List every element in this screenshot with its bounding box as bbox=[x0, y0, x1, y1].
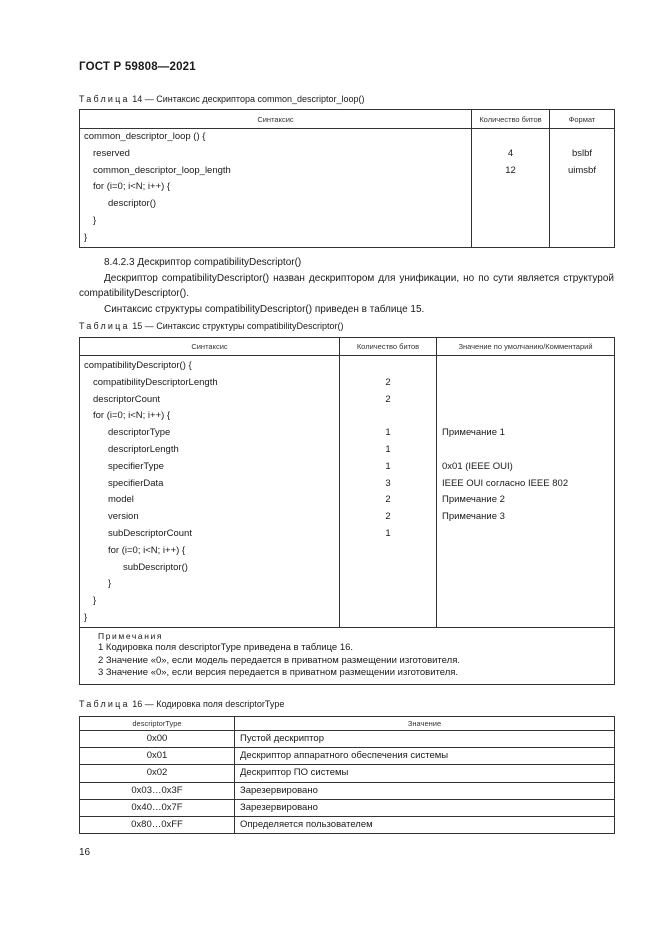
section-heading: 8.4.2.3 Дескриптор compatibilityDescriptor() bbox=[104, 257, 302, 268]
syntax-cell: compatibilityDescriptor() { bbox=[80, 356, 340, 375]
syntax-cell: compatibilityDescriptorLength bbox=[80, 375, 340, 392]
syntax-cell: descriptorCount bbox=[80, 392, 340, 409]
format-cell: bslbf bbox=[550, 146, 615, 163]
table-row bbox=[80, 230, 615, 247]
comment-cell: Примечание 1 bbox=[437, 425, 615, 442]
caption-prefix: Таблица bbox=[79, 321, 130, 331]
value-cell: Зарезервировано bbox=[235, 799, 615, 816]
document-id: ГОСТ Р 59808—2021 bbox=[79, 61, 196, 73]
table-row bbox=[80, 560, 615, 577]
bits-cell: 2 bbox=[340, 392, 437, 409]
table-14-caption bbox=[79, 94, 365, 104]
caption-prefix: Таблица bbox=[79, 699, 130, 709]
bits-cell bbox=[340, 356, 437, 375]
note-1: 1 Кодировка поля descriptorType приведена в таблице 16. bbox=[98, 642, 354, 654]
syntax-cell: common_descriptor_loop () { bbox=[80, 129, 472, 146]
bits-cell: 1 bbox=[340, 425, 437, 442]
bits-cell: 12 bbox=[472, 163, 550, 180]
bits-cell: 2 bbox=[340, 509, 437, 526]
comment-cell bbox=[437, 610, 615, 627]
bits-cell bbox=[472, 213, 550, 230]
comment-cell bbox=[437, 442, 615, 459]
caption-text: 15 — Синтаксис структуры compatibilityDescriptor() bbox=[132, 321, 344, 331]
syntax-cell: subDescriptorCount bbox=[80, 526, 340, 543]
table-row bbox=[80, 375, 615, 392]
syntax-cell: } bbox=[80, 576, 340, 593]
code-cell: 0x40…0x7F bbox=[80, 799, 235, 816]
table-row bbox=[80, 196, 615, 213]
table-row bbox=[80, 748, 615, 765]
format-cell: uimsbf bbox=[550, 163, 615, 180]
table-16-body bbox=[80, 731, 615, 834]
syntax-cell: version bbox=[80, 509, 340, 526]
table-14-body bbox=[80, 129, 615, 248]
caption-prefix: Таблица bbox=[79, 94, 130, 104]
col-header-bits: Количество битов bbox=[472, 110, 550, 129]
code-cell: 0x01 bbox=[80, 748, 235, 765]
comment-cell bbox=[437, 593, 615, 610]
table-row bbox=[80, 356, 615, 375]
bits-cell: 2 bbox=[340, 492, 437, 509]
comment-cell bbox=[437, 392, 615, 409]
comment-cell: IEEE OUI согласно IEEE 802 bbox=[437, 476, 615, 493]
table-16 bbox=[79, 716, 615, 834]
table-row bbox=[80, 476, 615, 493]
bits-cell bbox=[472, 179, 550, 196]
table-row bbox=[80, 782, 615, 799]
table-row bbox=[80, 213, 615, 230]
table-row bbox=[80, 526, 615, 543]
value-cell: Дескриптор ПО системы bbox=[235, 765, 615, 782]
section-paragraph-1: Дескриптор compatibilityDescriptor() назван дескриптором для унификации, но по сути является структурой compatibilityDescriptor(). bbox=[79, 272, 614, 299]
bits-cell: 1 bbox=[340, 526, 437, 543]
bits-cell bbox=[472, 129, 550, 146]
syntax-cell: specifierType bbox=[80, 459, 340, 476]
col-header-syntax: Синтаксис bbox=[80, 110, 472, 129]
syntax-cell: model bbox=[80, 492, 340, 509]
format-cell bbox=[550, 213, 615, 230]
bits-cell bbox=[340, 560, 437, 577]
format-cell bbox=[550, 179, 615, 196]
value-cell: Определяется пользователем bbox=[235, 817, 615, 834]
col-header-syntax: Синтаксис bbox=[80, 338, 340, 356]
section-8-4-2-3 bbox=[79, 255, 614, 317]
syntax-cell: subDescriptor() bbox=[80, 560, 340, 577]
col-header-value: Значение bbox=[235, 717, 615, 731]
syntax-cell: descriptor() bbox=[80, 196, 472, 213]
table-15-body bbox=[80, 356, 615, 628]
comment-cell bbox=[437, 375, 615, 392]
table-row bbox=[80, 765, 615, 782]
table-row bbox=[80, 576, 615, 593]
syntax-cell: descriptorType bbox=[80, 425, 340, 442]
table-row bbox=[80, 129, 615, 146]
section-paragraph-2: Синтаксис структуры compatibilityDescriptor() приведен в таблице 15. bbox=[104, 303, 425, 315]
table-row bbox=[80, 593, 615, 610]
table-14 bbox=[79, 109, 615, 248]
table-row bbox=[80, 509, 615, 526]
comment-cell: 0x01 (IEEE OUI) bbox=[437, 459, 615, 476]
syntax-cell: } bbox=[80, 213, 472, 230]
syntax-cell: } bbox=[80, 230, 472, 247]
note-3: 3 Значение «0», если версия передается в приватном размещении изготовителя. bbox=[98, 667, 459, 679]
table-row bbox=[80, 610, 615, 627]
table-row bbox=[80, 408, 615, 425]
col-header-format: Формат bbox=[550, 110, 615, 129]
bits-cell bbox=[472, 230, 550, 247]
table-row bbox=[80, 731, 615, 748]
table-15 bbox=[79, 337, 615, 685]
syntax-cell: reserved bbox=[80, 146, 472, 163]
value-cell: Дескриптор аппаратного обеспечения системы bbox=[235, 748, 615, 765]
syntax-cell: for (i=0; i<N; i++) { bbox=[80, 408, 340, 425]
code-cell: 0x02 bbox=[80, 765, 235, 782]
comment-cell: Примечание 3 bbox=[437, 509, 615, 526]
table-row bbox=[80, 799, 615, 816]
table-row bbox=[80, 492, 615, 509]
col-header-descriptor-type: descriptorType bbox=[80, 717, 235, 731]
syntax-cell: descriptorLength bbox=[80, 442, 340, 459]
col-header-bits: Количество битов bbox=[340, 338, 437, 356]
table-row bbox=[80, 459, 615, 476]
syntax-cell: common_descriptor_loop_length bbox=[80, 163, 472, 180]
comment-cell bbox=[437, 408, 615, 425]
format-cell bbox=[550, 230, 615, 247]
table-row bbox=[80, 179, 615, 196]
bits-cell: 3 bbox=[340, 476, 437, 493]
table-row bbox=[80, 163, 615, 180]
comment-cell: Примечание 2 bbox=[437, 492, 615, 509]
bits-cell: 1 bbox=[340, 442, 437, 459]
value-cell: Пустой дескриптор bbox=[235, 731, 615, 748]
table-16-caption bbox=[79, 699, 284, 709]
comment-cell bbox=[437, 543, 615, 560]
syntax-cell: } bbox=[80, 593, 340, 610]
code-cell: 0x00 bbox=[80, 731, 235, 748]
table-15-caption bbox=[79, 321, 344, 331]
bits-cell: 1 bbox=[340, 459, 437, 476]
table-row bbox=[80, 442, 615, 459]
table-row bbox=[80, 543, 615, 560]
note-2: 2 Значение «0», если модель передается в приватном размещении изготовителя. bbox=[98, 654, 460, 666]
bits-cell bbox=[472, 196, 550, 213]
bits-cell bbox=[340, 408, 437, 425]
bits-cell bbox=[340, 576, 437, 593]
comment-cell bbox=[437, 560, 615, 577]
notes-title: Примечания bbox=[98, 630, 164, 641]
code-cell: 0x80…0xFF bbox=[80, 817, 235, 834]
comment-cell bbox=[437, 356, 615, 375]
bits-cell: 2 bbox=[340, 375, 437, 392]
caption-text: 16 — Кодировка поля descriptorType bbox=[132, 699, 285, 709]
bits-cell bbox=[340, 593, 437, 610]
syntax-cell: for (i=0; i<N; i++) { bbox=[80, 179, 472, 196]
comment-cell bbox=[437, 576, 615, 593]
syntax-cell: } bbox=[80, 610, 340, 627]
comment-cell bbox=[437, 526, 615, 543]
table-row bbox=[80, 392, 615, 409]
bits-cell: 4 bbox=[472, 146, 550, 163]
syntax-cell: for (i=0; i<N; i++) { bbox=[80, 543, 340, 560]
bits-cell bbox=[340, 610, 437, 627]
bits-cell bbox=[340, 543, 437, 560]
value-cell: Зарезервировано bbox=[235, 782, 615, 799]
format-cell bbox=[550, 129, 615, 146]
table-15-notes bbox=[80, 627, 615, 684]
table-row bbox=[80, 817, 615, 834]
page-number: 16 bbox=[79, 847, 91, 858]
code-cell: 0x03…0x3F bbox=[80, 782, 235, 799]
col-header-comment: Значение по умолчанию/Комментарий bbox=[437, 338, 615, 356]
syntax-cell: specifierData bbox=[80, 476, 340, 493]
table-row bbox=[80, 146, 615, 163]
format-cell bbox=[550, 196, 615, 213]
table-row bbox=[80, 425, 615, 442]
caption-text: 14 — Синтаксис дескриптора common_descriptor_loop() bbox=[132, 94, 365, 104]
